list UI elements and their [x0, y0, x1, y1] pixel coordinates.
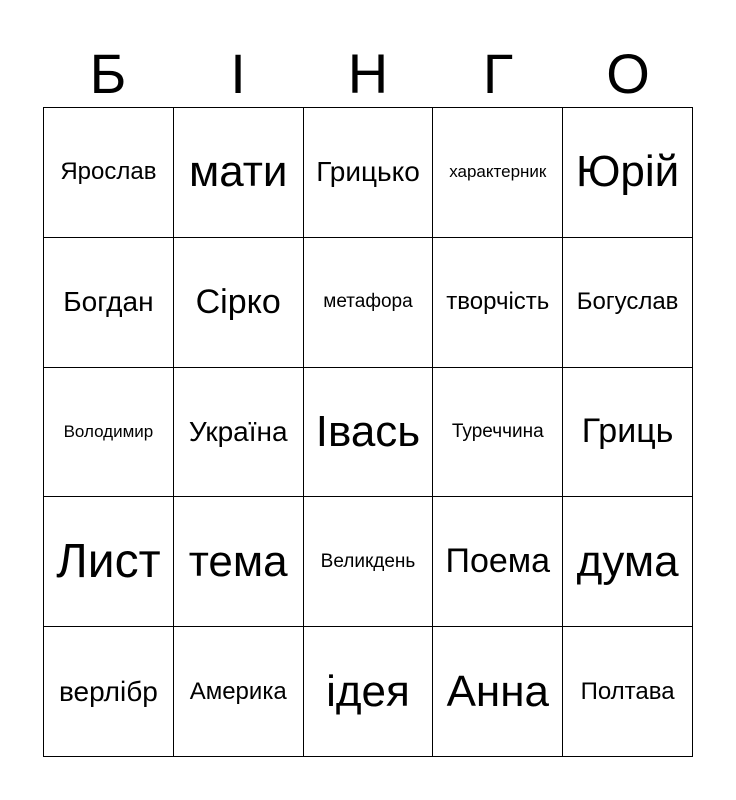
bingo-cell[interactable]: Анна: [433, 627, 563, 757]
bingo-cell[interactable]: Гриць: [563, 368, 693, 498]
header-letter-o: О: [606, 42, 650, 105]
header-letter-n: Н: [347, 42, 389, 105]
bingo-cell[interactable]: Америка: [174, 627, 304, 757]
bingo-cell[interactable]: дума: [563, 497, 693, 627]
bingo-cell[interactable]: Богуслав: [563, 238, 693, 368]
bingo-header: [43, 42, 693, 106]
bingo-grid: [43, 107, 693, 757]
bingo-cell[interactable]: Туреччина: [433, 368, 563, 498]
header-letter-g: Г: [482, 42, 514, 105]
bingo-cell[interactable]: тема: [174, 497, 304, 627]
bingo-cell[interactable]: Україна: [174, 368, 304, 498]
bingo-cell[interactable]: Володимир: [44, 368, 174, 498]
bingo-cell[interactable]: метафора: [304, 238, 434, 368]
bingo-cell[interactable]: характерник: [433, 108, 563, 238]
bingo-cell[interactable]: Грицько: [304, 108, 434, 238]
bingo-cell[interactable]: Юрій: [563, 108, 693, 238]
bingo-cell[interactable]: верлібр: [44, 627, 174, 757]
bingo-cell[interactable]: Ярослав: [44, 108, 174, 238]
bingo-cell[interactable]: Богдан: [44, 238, 174, 368]
bingo-cell[interactable]: Сірко: [174, 238, 304, 368]
bingo-cell[interactable]: Великдень: [304, 497, 434, 627]
header-letter-i: І: [230, 42, 246, 105]
header-letter-b: Б: [89, 42, 127, 105]
bingo-cell[interactable]: мати: [174, 108, 304, 238]
bingo-cell[interactable]: Івась: [304, 368, 434, 498]
bingo-cell[interactable]: Полтава: [563, 627, 693, 757]
bingo-cell[interactable]: Лист: [44, 497, 174, 627]
bingo-cell[interactable]: Поема: [433, 497, 563, 627]
bingo-cell[interactable]: ідея: [304, 627, 434, 757]
bingo-cell[interactable]: творчість: [433, 238, 563, 368]
